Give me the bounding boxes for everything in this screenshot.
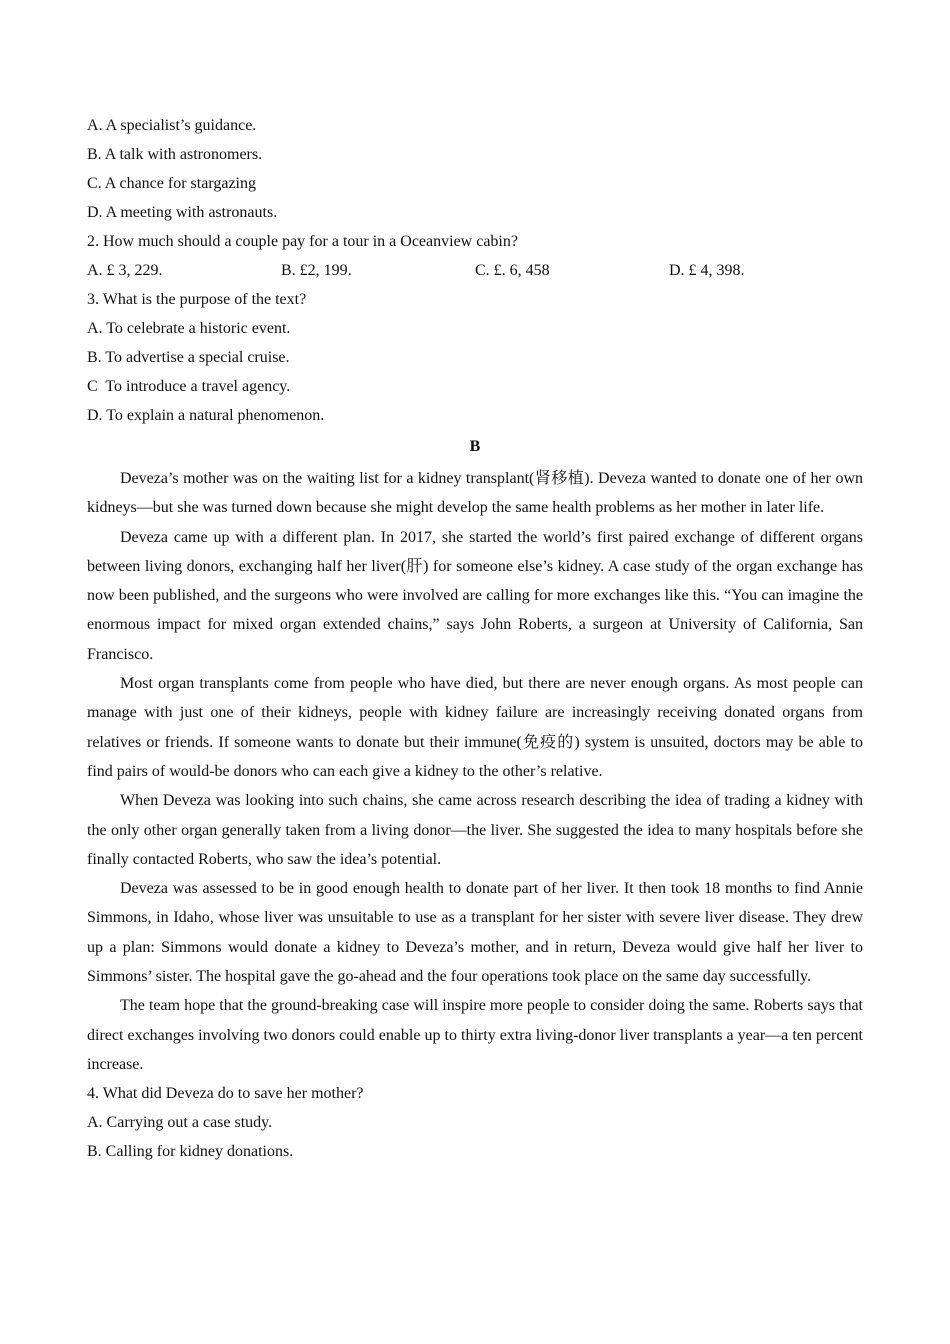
q1-option-b: B. A talk with astronomers. [87, 146, 263, 163]
exam-page [87, 111, 863, 1166]
q1-option-a: A. A specialist’s guidance. [87, 117, 257, 134]
q1-option-c: C. A chance for stargazing [87, 175, 256, 192]
passage-paragraph-3: Most organ transplants come from people who have died, but there are never enough organs. As most people can manage with just one of their kidneys, people with kidney failure are increasingly receiving donated organs from relatives or friends. If someone wants to donate but their immune(免疫的) system is unsuited, doctors may be able to find pairs of would-be donors who can each give a kidney to the other’s relative. [87, 675, 863, 780]
q2-options [87, 256, 863, 285]
q1-option-d: D. A meeting with astronauts. [87, 204, 278, 221]
q3-option-c: C To introduce a travel agency. [87, 378, 291, 395]
q4-option-b: B. Calling for kidney donations. [87, 1143, 294, 1161]
q3-option-b: B. To advertise a special cruise. [87, 349, 290, 366]
q2-option-a: A. £ 3, 229. [87, 262, 163, 279]
q2-option-b: B. £2, 199. [281, 262, 352, 279]
q4-option-a: A. Carrying out a case study. [87, 1114, 273, 1132]
q3-option-a: A. To celebrate a historic event. [87, 320, 291, 337]
q2-option-d: D. £ 4, 398. [669, 262, 745, 279]
passage-paragraph-5: Deveza was assessed to be in good enough health to donate part of her liver. It then took 18 months to find Annie Simmons, in Idaho, whose liver was unsuitable to use as a transplant for her sister with severe liver disease. They drew up a plan: Simmons would donate a kidney to Deveza’s mother, and in return, Deveza would give half her liver to Simmons’ sister. The hospital gave the go-ahead and the four operations took place on the same day successfully. [87, 880, 863, 986]
passage-paragraph-4: When Deveza was looking into such chains, she came across research describing the idea of trading a kidney with the only other organ generally taken from a living donor—the liver. She suggested the idea to many hospitals before she finally contacted Roberts, who saw the idea’s potential. [87, 792, 863, 868]
q2-option-c: C. £. 6, 458 [475, 262, 550, 279]
passage-paragraph-1: Deveza’s mother was on the waiting list for a kidney transplant(肾移植). Deveza wanted to donate one of her own kidneys—but she was turned down because she might develop the same health problems as her mother in later life. [87, 470, 863, 517]
passage-paragraph-2: Deveza came up with a different plan. In 2017, she started the world’s first paired exchange of different organs between living donors, exchanging half her liver(肝) for someone else’s kidney. A case study of the organ exchange has now been published, and the surgeons who were involved are calling for more exchanges like this. “You can imagine the enormous impact for mixed organ extended chains,” says John Roberts, a surgeon at University of California, San Francisco. [87, 528, 863, 663]
passage-paragraph-6: The team hope that the ground-breaking case will inspire more people to consider doing the same. Roberts says that direct exchanges involving two donors could enable up to thirty extra living-donor liver transplants a year—a ten percent increase. [87, 997, 863, 1073]
q3-option-d: D. To explain a natural phenomenon. [87, 407, 325, 424]
q3-question: 3. What is the purpose of the text? [87, 291, 307, 308]
q4-question: 4. What did Deveza do to save her mother? [87, 1085, 364, 1103]
q2-question: 2. How much should a couple pay for a tour in a Oceanview cabin? [87, 233, 518, 250]
section-b-heading: B [469, 438, 481, 455]
